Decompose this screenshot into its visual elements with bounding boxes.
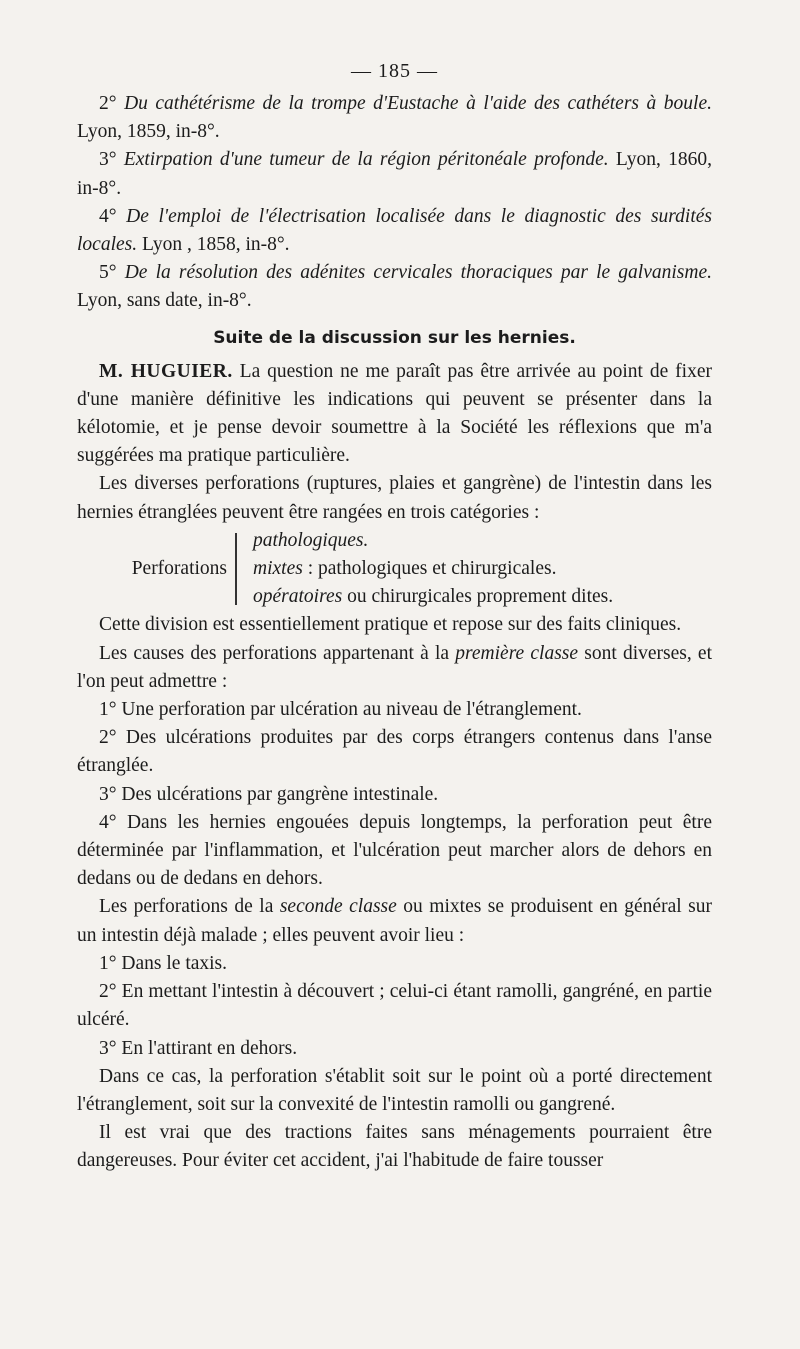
second-class-paragraph: Les perforations de la seconde classe ou mixtes se produisent en général sur un intestin déjà malade ; elles peuvent avoir lieu :: [77, 896, 712, 946]
reference-item: 2° Du cathétérisme de la trompe d'Eustache à l'aide des cathéters à boule. Lyon, 1859, in-8°.: [77, 93, 712, 143]
perforation-type: opératoires ou chirurgicales proprement dites.: [253, 586, 614, 608]
list-item: 2° En mettant l'intestin à découvert ; celui-ci étant ramolli, gangréné, en partie ulcéré.: [77, 981, 712, 1031]
reference-item: 4° De l'emploi de l'électrisation localisée dans le diagnostic des surdités locales. Lyon , 1858, in-8°.: [77, 205, 712, 256]
list-item: 3° En l'attirant en dehors.: [99, 1037, 298, 1059]
first-class-paragraph: Les causes des perforations appartenant à la première classe sont diverses, et l'on peut admettre :: [77, 642, 712, 692]
division-paragraph: Cette division est essentiellement pratique et repose sur des faits cliniques.: [99, 614, 682, 636]
page-number: — 185 —: [351, 60, 438, 82]
brace: [235, 533, 245, 606]
perforation-type: pathologiques.: [253, 529, 369, 551]
categories-paragraph: Les diverses perforations (ruptures, plaies et gangrène) de l'intestin dans les hernies étranglées peuvent être rangées en trois catégories :: [77, 473, 712, 523]
case-paragraph: Dans ce cas, la perforation s'établit soit sur le point où a porté directement l'étranglement, soit sur la convexité de l'intestin ramolli ou gangrené.: [77, 1065, 712, 1115]
list-item: 1° Dans le taxis.: [99, 952, 228, 974]
list-item: 2° Des ulcérations produites par des corps étrangers contenus dans l'anse étranglée.: [77, 727, 712, 777]
intro-paragraph: M. HUGUIER. La question ne me paraît pas être arrivée au point de fixer d'une manière définitive les indications qui peuvent se présenter dans la kélotomie, et je pense devoir soumettre à la Société les réflexions que m'a suggérées ma pratique particulière.: [77, 360, 712, 467]
section-heading: Suite de la discussion sur les hernies.: [213, 327, 576, 348]
list-item: 1° Une perforation par ulcération au niveau de l'étranglement.: [99, 699, 582, 721]
reference-item: 3° Extirpation d'une tumeur de la région péritonéale profonde. Lyon, 1860, in-8°.: [77, 149, 712, 199]
reference-item: 5° De la résolution des adénites cervicales thoraciques par le galvanisme. Lyon, sans date, in-8°.: [77, 262, 712, 312]
perforations-label: Perforations: [131, 558, 227, 580]
speaker-name: M. HUGUIER.: [99, 360, 233, 382]
last-paragraph: Il est vrai que des tractions faites sans ménagements pourraient être dangereuses. Pour éviter cet accident, j'ai l'habitude de faire tousser: [77, 1122, 712, 1172]
perforations-list: [253, 527, 613, 612]
list-item: 3° Des ulcérations par gangrène intestinale.: [99, 783, 439, 805]
perforation-type: mixtes : pathologiques et chirurgicales.: [253, 558, 557, 580]
list-item: 4° Dans les hernies engouées depuis longtemps, la perforation peut être déterminée par l'inflammation, et l'ulcération peut marcher alors de dehors en dedans ou de dedans en dehors.: [77, 811, 712, 890]
perforations-classification: [77, 527, 712, 612]
